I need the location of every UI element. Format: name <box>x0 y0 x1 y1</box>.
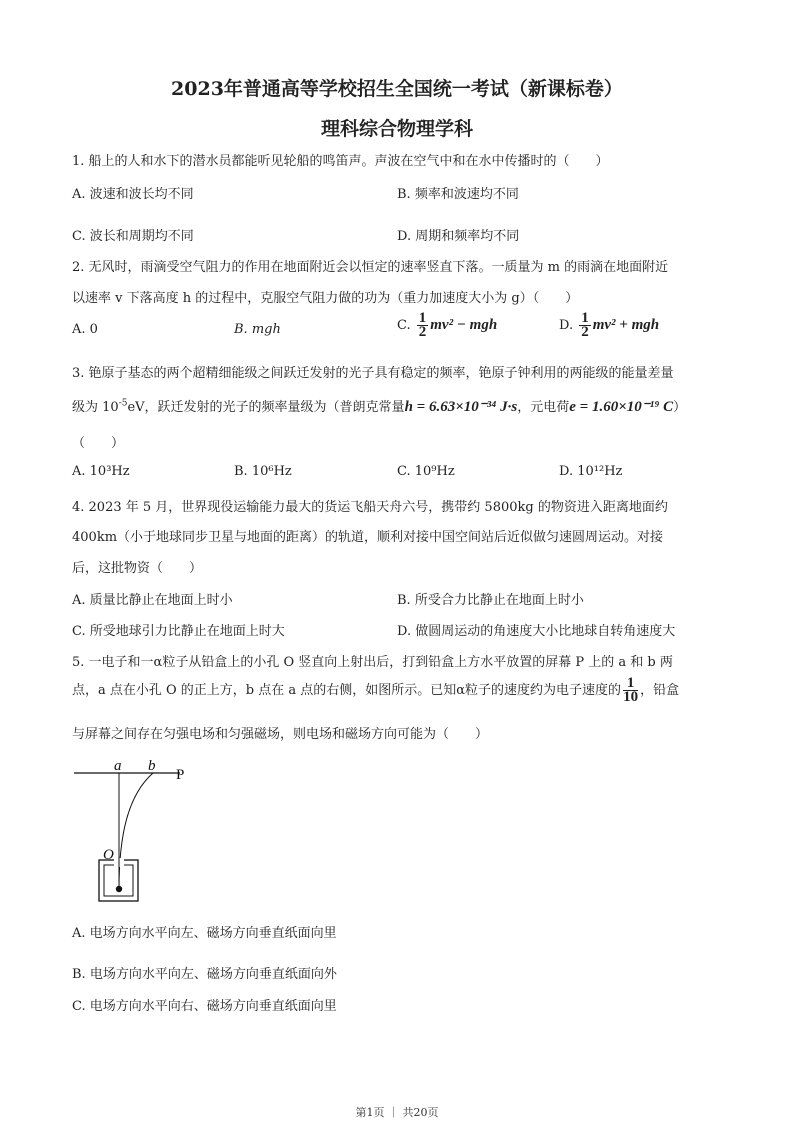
q3-option-a: A. 10³Hz <box>72 464 130 479</box>
q2-stem-line1: 2. 无风时，雨滴受空气阻力的作用在地面附近会以恒定的速率竖直下落。一质量为 m 的雨滴在地面附近 <box>72 260 669 275</box>
q2-option-c-fraction: $\frac{1}{2}$ <box>418 310 427 340</box>
q5-option-a: A. 电场方向水平向左、磁场方向垂直纸面向里 <box>72 926 337 941</box>
label-O: O <box>103 847 114 863</box>
path-to-b <box>119 773 153 889</box>
label-a: a <box>114 758 122 774</box>
q2-option-a: A. 0 <box>72 322 98 337</box>
q2-option-b: B. mgh <box>234 322 281 337</box>
planck-constant: h = 6.63×10⁻³⁴ J·s <box>404 399 518 415</box>
q3-stem-line1: 3. 铯原子基态的两个超精细能级之间跃迁发射的光子具有稳定的频率，铯原子钟利用的两能级的能量差量 <box>72 366 674 381</box>
page-footer: 第1页 ｜ 共20页 <box>355 1106 439 1119</box>
q1-option-a: A. 波速和波长均不同 <box>72 187 194 202</box>
q2-option-d-fraction: $\frac{1}{2}$ <box>581 310 589 340</box>
q5-option-c: C. 电场方向水平向右、磁场方向垂直纸面向里 <box>72 999 337 1014</box>
q2-option-c <box>397 312 497 339</box>
q2-option-c-expr: mv² − mgh <box>430 317 498 333</box>
q1-option-b: B. 频率和波速均不同 <box>397 187 519 202</box>
elementary-charge: e = 1.60×10⁻¹⁹ C <box>569 399 674 415</box>
q5-option-b: B. 电场方向水平向左、磁场方向垂直纸面向外 <box>72 967 337 982</box>
q2-option-d <box>559 312 659 339</box>
q2-option-c-label: C. <box>397 318 411 333</box>
label-b: b <box>148 758 156 774</box>
q4-option-a: A. 质量比静止在地面上时小 <box>72 593 233 608</box>
q5-fraction: $\frac{1}{10}$ <box>623 675 639 705</box>
q5-stem-line2: 点，a 点在小孔 O 的正上方，b 点在 a 点的右侧，如图所示。已知α粒子的速度约为电子速度的 $\frac{1}{10}$ ，铅盒 <box>72 675 680 705</box>
q3-paren: （ ） <box>72 436 125 451</box>
source-dot <box>116 886 122 892</box>
q1-stem: 1. 船上的人和水下的潜水员都能听见轮船的鸣笛声。声波在空气中和在水中传播时的（ ） <box>72 154 609 169</box>
q4-stem-line2: 400km（小于地球同步卫星与地面的距离）的轨道，顺利对接中国空间站后近似做匀速圆周运动。对接 <box>72 530 664 545</box>
q5-stem-line1: 5. 一电子和一α粒子从铅盒上的小孔 O 竖直向上射出后，打到铅盒上方水平放置的屏幕 P 上的 a 和 b 两 <box>72 655 673 670</box>
q3-stem-line2: 级为 $10^{-5}eV$，跃迁发射的光子的频率量级为（普朗克常量h = 6.63×10⁻³⁴ J·s，元电荷e = 1.60×10⁻¹⁹ C） <box>72 398 687 415</box>
q3-option-c: C. 10⁹Hz <box>397 464 455 479</box>
label-P: P <box>176 767 185 783</box>
q1-option-c: C. 波长和周期均不同 <box>72 229 194 244</box>
q4-stem-line3: 后，这批物资（ ） <box>72 561 203 576</box>
q2-stem-line2: 以速率 v 下落高度 h 的过程中，克服空气阻力做的功为（重力加速度大小为 g）（ ） <box>72 291 579 306</box>
q5-figure <box>68 755 208 905</box>
q3-option-d: D. 10¹²Hz <box>559 464 623 479</box>
q2-option-d-expr: mv² + mgh <box>592 317 660 333</box>
q1-option-d: D. 周期和频率均不同 <box>397 229 520 244</box>
exam-subtitle: 理科综合物理学科 <box>320 118 473 140</box>
q4-stem-line1: 4. 2023 年 5 月，世界现役运输能力最大的货运飞船天舟六号，携带约 5800kg 的物资进入距离地面约 <box>72 500 668 515</box>
q4-option-d: D. 做圆周运动的角速度大小比地球自转角速度大 <box>397 624 676 639</box>
exam-title: 2023年普通高等学校招生全国统一考试（新课标卷） <box>171 78 623 100</box>
q3-option-b: B. 10⁶Hz <box>234 464 292 479</box>
q4-option-c: C. 所受地球引力比静止在地面上时大 <box>72 624 285 639</box>
q2-option-d-label: D. <box>559 318 574 333</box>
q5-stem-line3: 与屏幕之间存在匀强电场和匀强磁场，则电场和磁场方向可能为（ ） <box>72 727 489 742</box>
q4-option-b: B. 所受合力比静止在地面上时小 <box>397 593 584 608</box>
